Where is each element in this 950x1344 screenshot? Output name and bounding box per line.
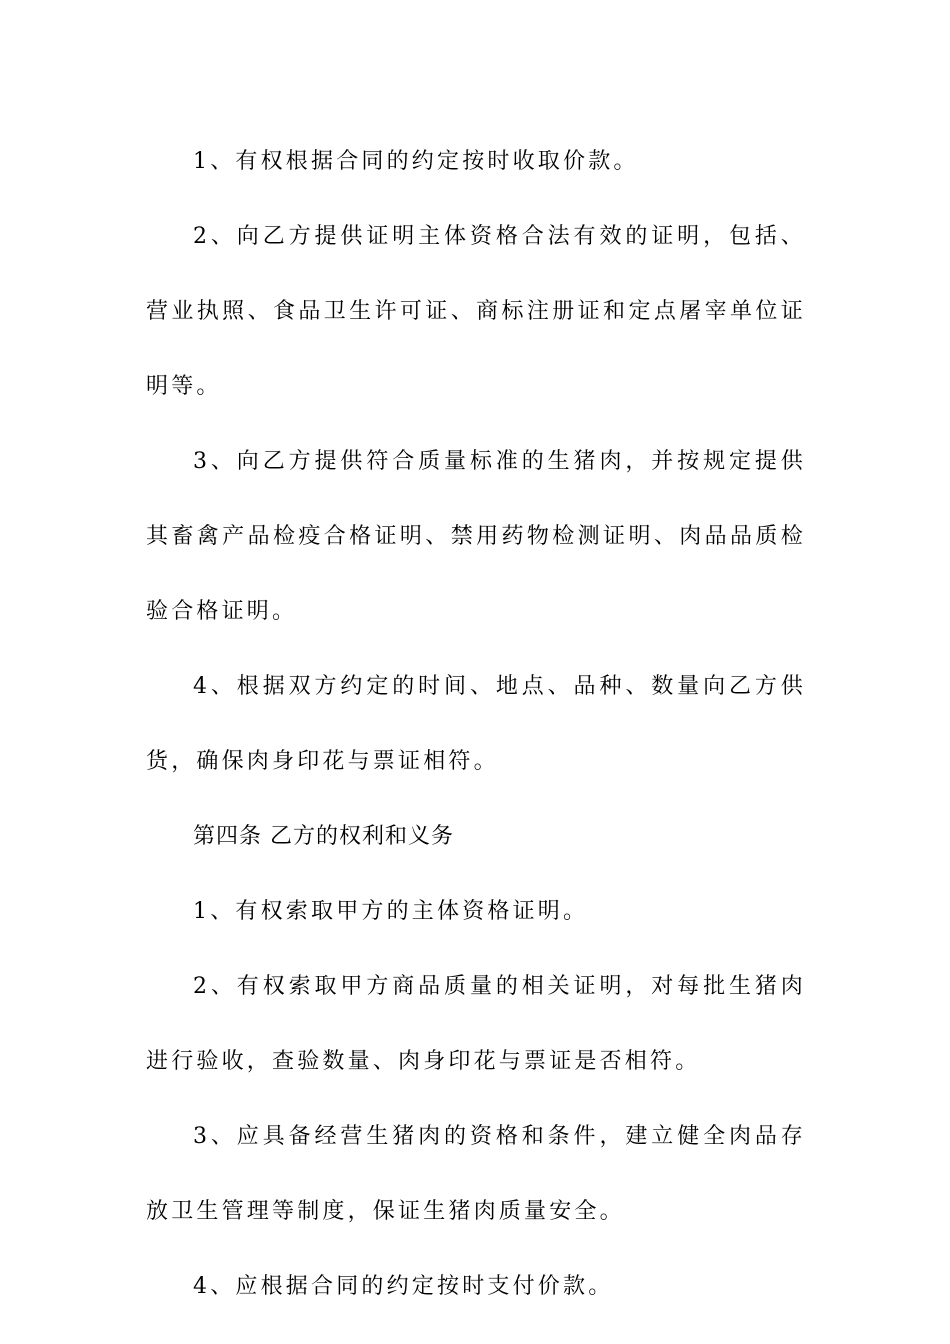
clause-paragraph: 1、有权根据合同的约定按时收取价款。 xyxy=(193,149,639,174)
clause-paragraph: 3、应具备经营生猪肉的资格和条件，建立健全肉品存放卫生管理等制度，保证生猪肉质量安全。 xyxy=(146,1124,806,1224)
document-body xyxy=(146,124,806,1324)
clause-paragraph: 1、有权索取甲方的主体资格证明。 xyxy=(193,899,589,924)
clause-paragraph: 2、有权索取甲方商品质量的相关证明，对每批生猪肉进行验收，查验数量、肉身印花与票证是否相符。 xyxy=(146,974,806,1074)
clause-paragraph: 3、向乙方提供符合质量标准的生猪肉，并按规定提供其畜禽产品检疫合格证明、禁用药物检测证明、肉品品质检验合格证明。 xyxy=(146,449,806,624)
article-heading: 第四条 乙方的权利和义务 xyxy=(193,824,454,849)
clause-paragraph: 4、根据双方约定的时间、地点、品种、数量向乙方供货，确保肉身印花与票证相符。 xyxy=(146,674,806,774)
clause-paragraph: 2、向乙方提供证明主体资格合法有效的证明，包括、营业执照、食品卫生许可证、商标注册证和定点屠宰单位证明等。 xyxy=(146,224,806,399)
clause-paragraph: 4、应根据合同的约定按时支付价款。 xyxy=(193,1274,614,1299)
